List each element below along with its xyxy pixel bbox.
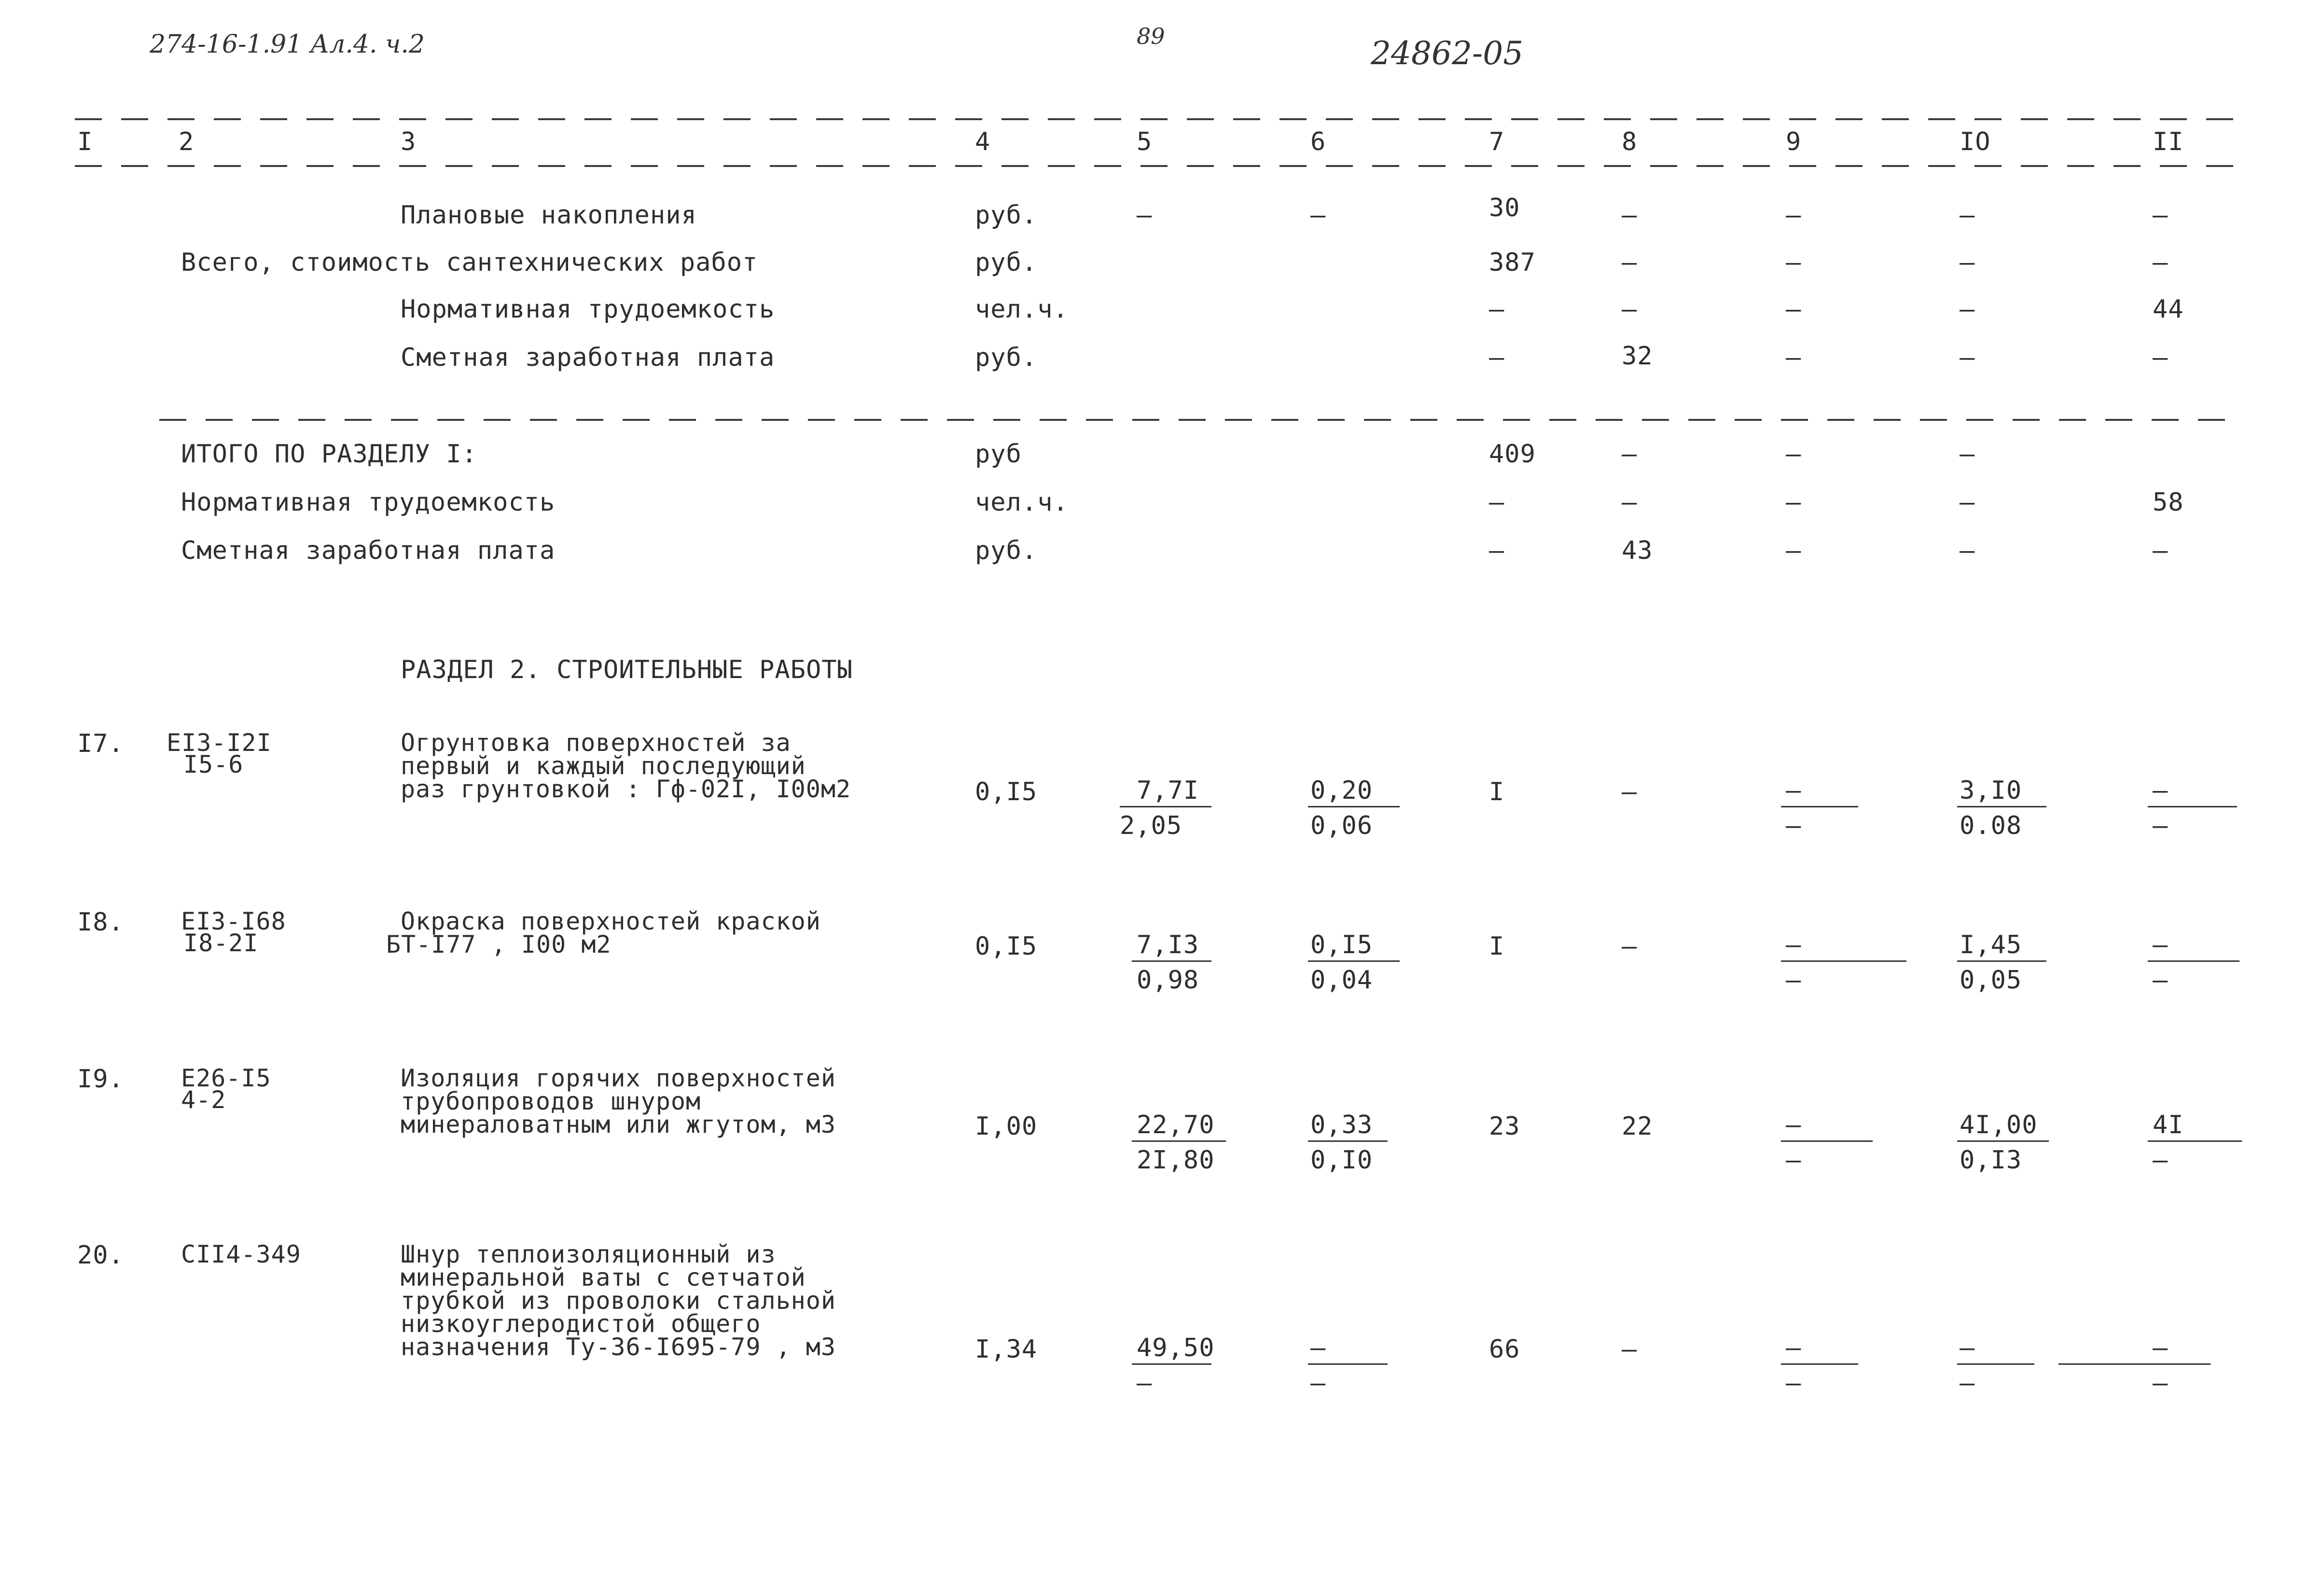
cell-c5-top: 7,7I (1137, 776, 1199, 805)
row-name: Нормативная трудоемкость (401, 295, 775, 324)
cell-c9-top: – (1786, 776, 1802, 805)
fraction-line (1132, 1363, 1211, 1365)
fraction-line (1120, 806, 1211, 807)
cell-c11-bottom: – (2153, 811, 2169, 840)
cell-c9: – (1786, 201, 1802, 230)
cell-c8: 32 (1622, 342, 1653, 371)
cell-c8: – (1622, 777, 1638, 806)
row-unit: руб. (975, 248, 1038, 277)
item-desc-line: Окраска поверхностей краской (401, 907, 821, 935)
item-code-primary: E26-I5 (181, 1064, 271, 1092)
fraction-line (1957, 806, 2046, 807)
fraction-line (1132, 1140, 1226, 1142)
cell-c7: 23 (1489, 1112, 1520, 1141)
cell-c6-top: 0,33 (1310, 1110, 1373, 1139)
row-unit: чел.ч. (975, 488, 1069, 517)
cell-c10: – (1960, 201, 1975, 230)
cell-c9-top: – (1786, 930, 1802, 959)
item-number: I9. (77, 1065, 124, 1094)
item-quantity: 0,I5 (975, 932, 1038, 961)
cell-c7: 30 (1489, 194, 1520, 222)
item-desc-line: раз грунтовкой : Гф-02I, I00м2 (401, 775, 851, 803)
item-code-primary: EI3-I2I (167, 729, 272, 757)
cell-c10: – (1960, 295, 1975, 324)
section-title: РАЗДЕЛ 2. СТРОИТЕЛЬНЫЕ РАБОТЫ (401, 655, 853, 684)
cell-c10-bottom: 0,I3 (1960, 1146, 2022, 1175)
cell-c7: I (1489, 932, 1505, 961)
fraction-line (1957, 1140, 2049, 1142)
cell-c10-bottom: 0.08 (1960, 811, 2022, 840)
col-header-6: 6 (1310, 127, 1326, 156)
fraction-line (2058, 1363, 2211, 1365)
cell-c7: – (1489, 295, 1505, 324)
cell-c7: – (1489, 488, 1505, 517)
item-code-secondary: 4-2 (181, 1086, 226, 1114)
cell-c11-top: – (2153, 1333, 2169, 1362)
item-desc-line: первый и каждый последующий (401, 752, 806, 780)
fraction-line (1308, 1140, 1388, 1142)
cell-c10: – (1960, 248, 1975, 277)
col-header-4: 4 (975, 127, 991, 156)
cell-c7: 409 (1489, 440, 1536, 469)
row-unit: руб. (975, 201, 1038, 230)
col-header-3: 3 (401, 127, 417, 156)
fraction-line (1781, 1140, 1873, 1142)
item-desc-line: трубкой из проволоки стальной (401, 1287, 836, 1315)
fraction-line (1308, 1363, 1388, 1365)
row-unit: чел.ч. (975, 295, 1069, 324)
cell-c11-top: – (2153, 776, 2169, 805)
cell-c9-bottom: – (1786, 811, 1802, 840)
page-number: 89 (1137, 23, 1165, 49)
fraction-line (1781, 1363, 1858, 1365)
cell-c10-bottom: 0,05 (1960, 966, 2022, 995)
col-header-2: 2 (179, 127, 195, 156)
item-code-primary: CII4-349 (181, 1240, 301, 1268)
cell-c9: – (1786, 536, 1802, 565)
cell-c6-bottom: 0,I0 (1310, 1146, 1373, 1175)
cell-c11-bottom: – (2153, 1146, 2169, 1175)
cell-c7: I (1489, 777, 1505, 806)
cell-c9-top: – (1786, 1110, 1802, 1139)
fraction-line (1308, 960, 1400, 962)
col-header-7: 7 (1489, 127, 1505, 156)
item-desc-line: трубопроводов шнуром (401, 1087, 701, 1115)
cell-c10: – (1960, 536, 1975, 565)
cell-c5-bottom: 2,05 (1120, 811, 1182, 840)
cell-c9: – (1786, 488, 1802, 517)
item-desc-line: БТ-I77 , I00 м2 (386, 930, 612, 958)
cell-c6-bottom: – (1310, 1369, 1326, 1398)
fraction-line (2148, 960, 2239, 962)
fraction-line (1308, 806, 1400, 807)
cell-c11: 58 (2153, 488, 2184, 517)
cell-c6-top: 0,I5 (1310, 930, 1373, 959)
cell-c5-top: 49,50 (1137, 1333, 1215, 1362)
fraction-line (2148, 806, 2237, 807)
cell-c8: – (1622, 1335, 1638, 1364)
cell-c7: 66 (1489, 1335, 1520, 1364)
table-header-bottom-rule (75, 165, 2247, 167)
cell-c9: – (1786, 295, 1802, 324)
fraction-line (2148, 1140, 2242, 1142)
cell-c10-top: 4I,00 (1960, 1110, 2038, 1139)
cell-c7: – (1489, 343, 1505, 372)
section-total-rule (159, 419, 2235, 421)
cell-c5-bottom: 2I,80 (1137, 1146, 1215, 1175)
table-top-rule (75, 118, 2247, 120)
item-code-secondary: I8-2I (183, 929, 259, 957)
col-header-9: 9 (1786, 127, 1802, 156)
fraction-line (1781, 960, 1906, 962)
cell-c10-top: I,45 (1960, 930, 2022, 959)
item-desc-line: минеральной ваты с сетчатой (401, 1263, 806, 1291)
cell-c5-top: 7,I3 (1137, 930, 1199, 959)
cell-c5-bottom: 0,98 (1137, 966, 1199, 995)
cell-c8: – (1622, 488, 1638, 517)
cell-c10-top: 3,I0 (1960, 776, 2022, 805)
cell-c8: – (1622, 201, 1638, 230)
cell-c6-bottom: 0,04 (1310, 966, 1373, 995)
row-unit: руб (975, 440, 1022, 469)
cell-c9-bottom: – (1786, 1146, 1802, 1175)
item-code-primary: EI3-I68 (181, 907, 286, 935)
cell-c10-top: – (1960, 1333, 1975, 1362)
fraction-line (1957, 1363, 2034, 1365)
row-name: Плановые накопления (401, 201, 697, 230)
item-quantity: I,34 (975, 1335, 1038, 1364)
cell-c9-bottom: – (1786, 1369, 1802, 1398)
cell-c9: – (1786, 343, 1802, 372)
item-desc-line: назначения Ту-36-I695-79 , м3 (401, 1333, 836, 1361)
cell-c11: 44 (2153, 295, 2184, 324)
cell-c9: – (1786, 440, 1802, 469)
cell-c8: – (1622, 932, 1638, 961)
doc-reference: 274-16-1.91 Ал.4. ч.2 (150, 30, 425, 59)
fraction-line (1781, 806, 1858, 807)
row-name: Всего, стоимость сантехнических работ (181, 248, 758, 277)
col-header-11: II (2153, 127, 2184, 156)
cell-c6: – (1310, 201, 1326, 230)
row-name: Сметная заработная плата (401, 343, 775, 372)
item-number: I8. (77, 908, 124, 937)
cell-c8: 22 (1622, 1112, 1653, 1141)
cell-c10: – (1960, 343, 1975, 372)
cell-c11: – (2153, 536, 2169, 565)
item-number: I7. (77, 729, 124, 758)
cell-c5-bottom: – (1137, 1369, 1153, 1398)
cell-c11: – (2153, 248, 2169, 277)
item-desc-line: Изоляция горячих поверхностей (401, 1064, 836, 1092)
item-code-secondary: I5-6 (183, 750, 244, 778)
document-number: 24862-05 (1371, 35, 1524, 72)
col-header-1: I (77, 127, 93, 156)
cell-c10: – (1960, 440, 1975, 469)
cell-c5: – (1137, 201, 1153, 230)
cell-c8: – (1622, 295, 1638, 324)
row-unit: руб. (975, 343, 1038, 372)
cell-c9-bottom: – (1786, 966, 1802, 995)
item-number: 20. (77, 1241, 124, 1270)
cell-c8: 43 (1622, 536, 1653, 565)
cell-c11-bottom: – (2153, 966, 2169, 995)
cell-c11: – (2153, 343, 2169, 372)
item-quantity: 0,I5 (975, 777, 1038, 806)
row-unit: руб. (975, 536, 1038, 565)
cell-c6-top: – (1310, 1333, 1326, 1362)
cell-c11-top: – (2153, 930, 2169, 959)
col-header-10: IO (1960, 127, 1991, 156)
item-desc-line: Шнур теплоизоляционный из (401, 1240, 776, 1268)
cell-c6-bottom: 0,06 (1310, 811, 1373, 840)
cell-c9-top: – (1786, 1333, 1802, 1362)
item-desc-line: минераловатным или жгутом, м3 (401, 1110, 836, 1138)
cell-c5-top: 22,70 (1137, 1110, 1215, 1139)
col-header-5: 5 (1137, 127, 1153, 156)
item-desc-line: Огрунтовка поверхностей за (401, 729, 791, 757)
cell-c8: – (1622, 440, 1638, 469)
row-name: Нормативная трудоемкость (181, 488, 556, 517)
cell-c7: 387 (1489, 248, 1536, 277)
cell-c11: – (2153, 201, 2169, 230)
cell-c10: – (1960, 488, 1975, 517)
col-header-8: 8 (1622, 127, 1638, 156)
fraction-line (1957, 960, 2046, 962)
cell-c10-bottom: – (1960, 1369, 1975, 1398)
cell-c11-top: 4I (2153, 1110, 2184, 1139)
cell-c6-top: 0,20 (1310, 776, 1373, 805)
cell-c9: – (1786, 248, 1802, 277)
cell-c11-bottom: – (2153, 1369, 2169, 1398)
cell-c7: – (1489, 536, 1505, 565)
fraction-line (1132, 960, 1211, 962)
row-name: ИТОГО ПО РАЗДЕЛУ I: (181, 440, 477, 469)
row-name: Сметная заработная плата (181, 536, 556, 565)
item-desc-line: низкоуглеродистой общего (401, 1310, 761, 1338)
cell-c8: – (1622, 248, 1638, 277)
item-quantity: I,00 (975, 1112, 1038, 1141)
